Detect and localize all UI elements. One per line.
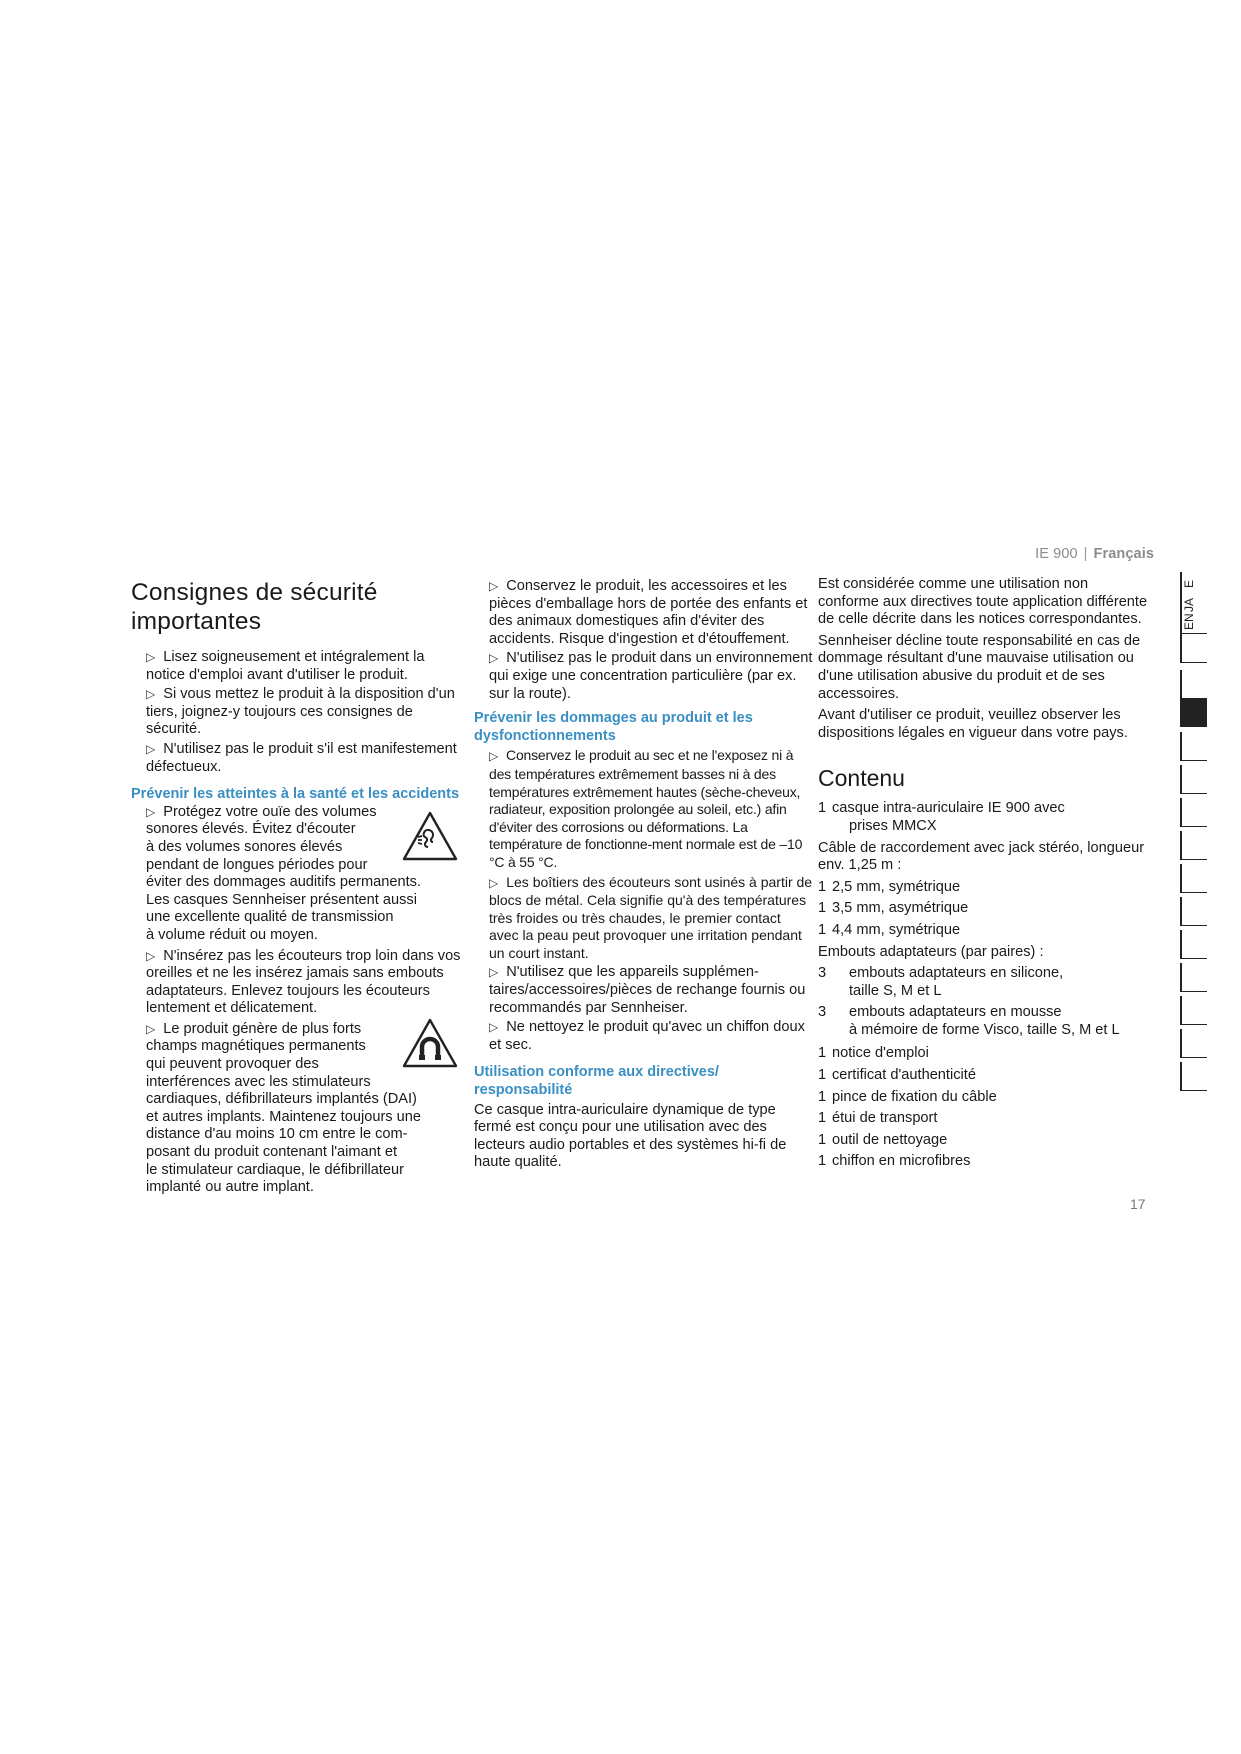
legal-paragraph: Avant d'utiliser ce produit, veuillez observer les dispositions légales en vigueur dans votre pays. [818, 707, 1128, 741]
side-tab [1180, 930, 1207, 959]
list-item: 1 certificat d'authenticité [818, 1067, 976, 1084]
side-tab [1180, 963, 1207, 992]
header-product: IE 900 [1035, 546, 1078, 562]
contents-title: Contenu [818, 765, 905, 792]
side-tab [1180, 864, 1207, 893]
safety-title-line2: importantes [131, 608, 262, 635]
list-item: 1 casque intra-auriculaire IE 900 avec prises MMCX [818, 800, 1065, 834]
list-item: 1 2,5 mm, symétrique [818, 878, 961, 895]
magnet-warning: ▷ Le produit génère de plus forts champs magnétiques permanents qui peuvent provoquer des interférences avec les stimulateurs cardiaques, défibrillateurs implantés (DAI) et autres implants. Maintenez toujours une distance d'au moins 10 cm entre le com- posant du produit contenant l'aimant et le stimulateur cardiaque, le défibrillateur implanté ou autre implant. [131, 1021, 463, 1197]
step-insert-earphones: ▷ N'insérez pas les écouteurs trop loin dans vos oreilles et ne les insérez jamais sans embouts adaptateurs. Enlevez toujours les écouteurs lentement et délicatement. [146, 947, 461, 1017]
side-tab [1180, 1062, 1207, 1091]
step-triangle-icon: ▷ [146, 741, 156, 756]
hearing-warning: ▷ Protégez votre ouïe des volumes sonores élevés. Évitez d'écouter à des volumes sonores élevés pendant de longues périodes pour éviter des dommages auditifs permanents. Les casques Sennheiser présentent aussi une excellente qualité de transmission à volume réduit ou moyen. [131, 804, 463, 945]
header-language: Français [1093, 546, 1154, 562]
step-metal-housing: ▷ Les boîtiers des écouteurs sont usinés à partir de blocs de métal. Cela signifie qu'à des températures très froides ou très chaudes, le premier contact avec la peau peut provoquer une irritation pendant un court instant. [489, 873, 813, 961]
damage-heading: Prévenir les dommages au produit et les dysfonctionnements [474, 710, 753, 744]
safety-title [131, 578, 463, 636]
side-tab-active [1180, 698, 1207, 727]
magnet-warning-icon [401, 1017, 459, 1069]
side-tab [1180, 897, 1207, 926]
step-environment: ▷ N'utilisez pas le produit dans un environnement qui exige une concentration particulière (par ex. sur la route). [489, 650, 813, 702]
list-item: 1 4,4 mm, symétrique [818, 921, 961, 938]
tips-heading: Embouts adaptateurs (par paires) : [818, 943, 1044, 960]
step-read-manual: ▷ Lisez soigneusement et intégralement la notice d'emploi avant d'utiliser le produit. [146, 649, 425, 683]
step-triangle-icon: ▷ [146, 687, 156, 702]
column-safety-continued [474, 578, 814, 1172]
tab-label-e: E [1182, 579, 1196, 588]
list-item: 1 3,5 mm, asymétrique [818, 900, 969, 917]
list-item: 1 outil de nettoyage [818, 1131, 948, 1148]
cable-heading: Câble de raccordement avec jack stéréo, longueur env. 1,25 m : [818, 839, 1145, 874]
side-tab [1180, 831, 1207, 860]
step-accessories: ▷ N'utilisez que les appareils supplémen-taires/accessoires/pièces de rechange fournis ou recommandés par Sennheiser. [489, 964, 806, 1016]
usage-text: Ce casque intra-auriculaire dynamique de type fermé est conçu pour une utilisation avec des lecteurs audio portables et des systèmes hi-fi de haute qualité. [474, 1101, 787, 1171]
list-item: 3 embouts adaptateurs en silicone, taille S, M et L [818, 965, 1064, 999]
hearing-warning-icon [401, 810, 459, 862]
page-number: 17 [1130, 1196, 1146, 1212]
side-tab [1180, 798, 1207, 827]
step-third-party: ▷ Si vous mettez le produit à la disposition d'un tiers, joignez-y toujours ces consignes de sécurité. [146, 686, 455, 738]
list-item: 3 embouts adaptateurs en mousse à mémoire de forme Visco, taille S, M et L [818, 1004, 1120, 1038]
step-clean: ▷ Ne nettoyez le produit qu'avec un chiffon doux et sec. [489, 1019, 805, 1053]
side-tab [1180, 605, 1207, 634]
health-heading: Prévenir les atteintes à la santé et les accidents [131, 786, 460, 803]
running-header [1035, 546, 1154, 564]
step-defective: ▷ N'utilisez pas le produit s'il est manifestement défectueux. [146, 740, 457, 775]
side-tab [1180, 996, 1207, 1025]
usage-heading: Utilisation conforme aux directives/ responsabilité [474, 1064, 719, 1099]
liability-paragraph: Sennheiser décline toute responsabilité en cas de dommage résultant d'une mauvaise utilisation ou d'une utilisation abusive du produit et de ses accessoires. [818, 632, 1141, 702]
column-safety [131, 578, 463, 1197]
side-tab [1180, 1029, 1207, 1058]
side-tab [1180, 670, 1207, 699]
step-triangle-icon: ▷ [489, 1020, 499, 1035]
tab-label-ja: JA [1182, 597, 1196, 612]
list-item: 1 étui de transport [818, 1110, 938, 1127]
side-tab [1180, 634, 1207, 663]
step-triangle-icon: ▷ [146, 650, 156, 664]
step-keep-away: ▷ Conservez le produit, les accessoires et les pièces d'emballage hors de portée des enfants et des animaux domestiques afin d'éviter des accidents. Risque d'ingestion et d'étouffement. [489, 578, 808, 647]
step-triangle-icon: ▷ [489, 651, 499, 666]
step-triangle-icon: ▷ [146, 948, 156, 963]
list-item: 1 chiffon en microfibres [818, 1153, 971, 1170]
list-item: 1 notice d'emploi [818, 1045, 929, 1062]
step-dry: ▷ Conservez le produit au sec et ne l'exposez ni à des températures extrêmement basses ni à des températures extrêmement hautes (sèche-cheveux, radiateur, exposition prolongée au soleil, etc.) afin d'éviter des corrosions ou déformations. La température de fonctionne-ment normale est de –10 °C à 55 °C. [489, 747, 803, 870]
column-contents [818, 576, 1148, 1175]
step-triangle-icon: ▷ [489, 579, 499, 593]
step-triangle-icon: ▷ [146, 1021, 156, 1036]
tab-label-en: EN [1182, 613, 1196, 630]
step-triangle-icon: ▷ [489, 749, 499, 764]
contents-list [818, 800, 1148, 1171]
header-separator: | [1083, 546, 1088, 562]
side-tab [1180, 732, 1207, 761]
step-triangle-icon: ▷ [146, 804, 156, 819]
side-tab [1180, 765, 1207, 794]
safety-title-line1: Consignes de sécurité [131, 579, 378, 606]
usage-paragraph-1: Est considérée comme une utilisation non conforme aux directives toute application différente de celle décrite dans les notices correspondantes. [818, 576, 1148, 628]
list-item: 1 pince de fixation du câble [818, 1088, 997, 1105]
step-triangle-icon: ▷ [489, 875, 499, 890]
step-triangle-icon: ▷ [489, 965, 499, 980]
